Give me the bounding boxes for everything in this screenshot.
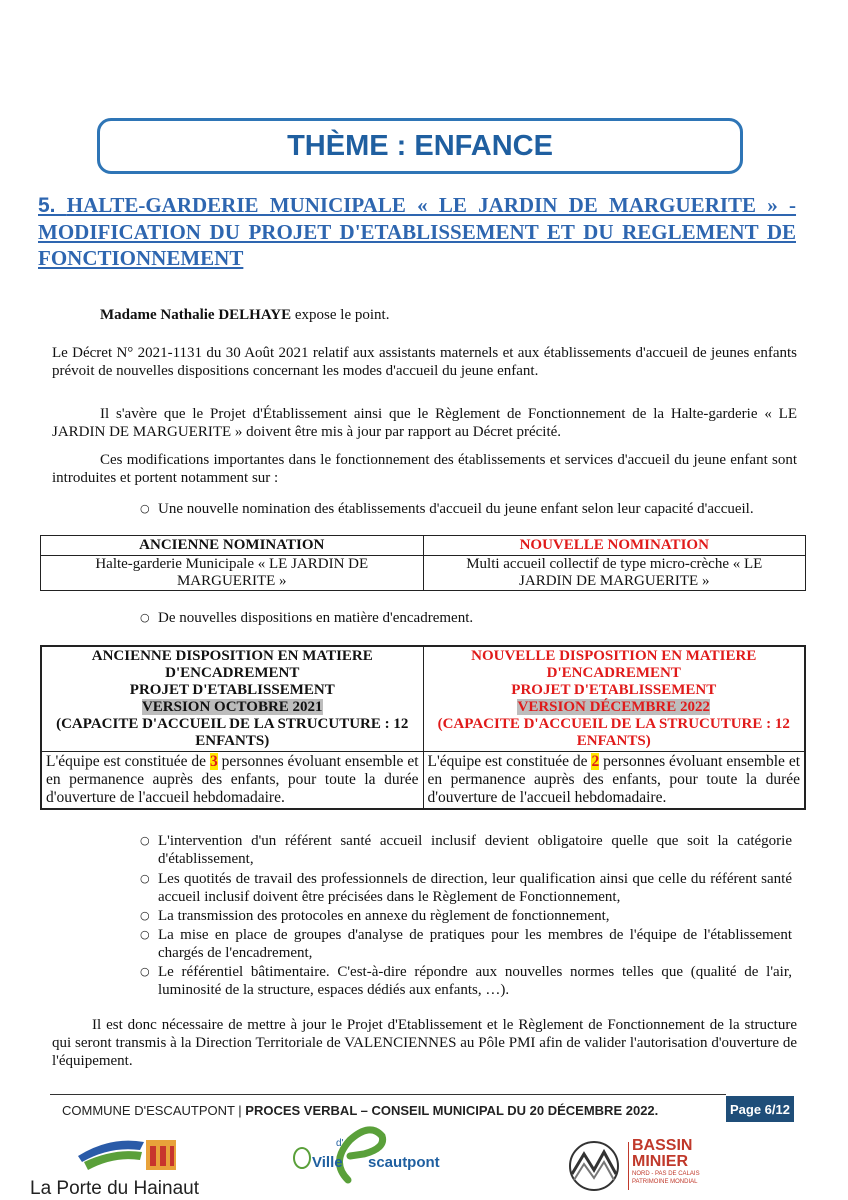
theme-banner <box>97 118 743 174</box>
encadrement-table <box>40 645 806 810</box>
table-cell-new-disposition <box>423 752 805 810</box>
escautpont-ville: Ville <box>312 1154 343 1171</box>
patrimoine-label: PATRIMOINE MONDIAL <box>632 1179 698 1185</box>
cell-text: L'équipe est constituée de <box>427 753 592 770</box>
speaker-name: Madame Nathalie DELHAYE <box>100 307 292 323</box>
table-cell-old-disposition <box>41 752 423 810</box>
bullet-circle-icon: ○ <box>140 611 150 624</box>
paragraph-modifications: Ces modifications importantes dans le fonctionnement des établissements et services d'accueil du jeune enfant sont introduites et portent notamment sur : <box>52 452 797 486</box>
bullet-referent <box>140 832 792 868</box>
bullet-circle-icon: ○ <box>140 872 150 885</box>
bullet-circle-icon: ○ <box>140 928 150 941</box>
minier-label: MINIER <box>632 1153 688 1170</box>
porte-hainaut-emblem-icon <box>70 1132 180 1176</box>
staff-count: 2 <box>591 753 600 770</box>
header-line: PROJET D'ETABLISSEMENT <box>129 682 335 698</box>
escautpont-name: scautpont <box>368 1154 440 1171</box>
bullet-text: Le référentiel bâtimentaire. C'est-à-dire répondre aux nouvelles normes telles que (qualité de l'air, luminosité de la structure, espaces dédiés aux enfants, …). <box>158 964 792 998</box>
bullet-circle-icon: ○ <box>140 909 150 922</box>
cell-text: personnes évoluant ensemble et en permanence auprès des enfants, pour toute la durée d'ouverture de l'accueil hebdomadaire. <box>427 753 800 806</box>
bullet-analyse <box>140 926 792 962</box>
footer-text <box>62 1103 658 1118</box>
staff-count: 3 <box>209 753 218 770</box>
porte-hainaut-name: La Porte du Hainaut <box>30 1178 200 1199</box>
bullet-circle-icon: ○ <box>140 502 150 515</box>
bullet-circle-icon: ○ <box>140 834 150 847</box>
table-header-new: NOUVELLE NOMINATION <box>423 536 806 556</box>
bullet-circle-icon: ○ <box>140 965 150 978</box>
bullet-text: La transmission des protocoles en annexe du règlement de fonctionnement, <box>158 908 610 924</box>
table-header-old: ANCIENNE NOMINATION <box>41 536 424 556</box>
footer-divider <box>50 1094 726 1095</box>
table-cell-old: Halte-garderie Municipale « LE JARDIN DE MARGUERITE » <box>41 556 424 591</box>
footer-commune: COMMUNE D'ESCAUTPONT | <box>62 1103 246 1118</box>
version-badge: VERSION DÉCEMBRE 2022 <box>517 699 711 715</box>
paragraph-conclusion: Il est donc nécessaire de mettre à jour le Projet d'Etablissement et le Règlement de Fonctionnement de la structure qui seront transmis à la Direction Territoriale de VALENCIENNES au Pôle PMI afin de valider l'autorisation d'ouverture de l'équipement. <box>52 1017 797 1069</box>
bullet-text: Une nouvelle nomination des établissements d'accueil du jeune enfant selon leur capacité d'accueil. <box>158 501 754 517</box>
escautpont-apostrophe: d' <box>336 1138 344 1149</box>
table-row <box>41 646 805 752</box>
paragraph-decree: Le Décret N° 2021-1131 du 30 Août 2021 relatif aux assistants maternels et aux établissements d'accueil de jeunes enfants prévoit de nouvelles dispositions concernant les modes d'accueil du jeune enfant. <box>52 345 797 379</box>
header-line: (CAPACITE D'ACCUEIL DE LA STRUCUTURE : 12 ENFANTS) <box>437 716 790 749</box>
section-title-text: HALTE-GARDERIE MUNICIPALE « LE JARDIN DE MARGUERITE » - MODIFICATION DU PROJET D'ETABLISSEMENT ET DU REGLEMENT DE FONCTIONNEMENT <box>38 193 797 270</box>
bullet-text: La mise en place de groupes d'analyse de pratiques pour les membres de l'équipe de l'établissement chargés de l'encadrement, <box>158 927 792 961</box>
header-line: (CAPACITE D'ACCUEIL DE LA STRUCUTURE : 12 ENFANTS) <box>56 716 409 749</box>
paragraph-update: Il s'avère que le Projet d'Établissement ainsi que le Règlement de Fonctionnement de la Halte-garderie « LE JARDIN DE MARGUERITE » doivent être mis à jour par rapport au Décret précité. <box>52 406 797 440</box>
table-header-old-disposition <box>41 646 423 752</box>
section-number: 5. <box>38 194 56 217</box>
porte-hainaut-logo <box>30 1132 210 1200</box>
header-line: NOUVELLE DISPOSITION EN MATIERE D'ENCADREMENT <box>471 648 757 681</box>
escautpont-logo <box>290 1122 450 1200</box>
cell-text: L'équipe est constituée de <box>46 753 210 770</box>
table-row <box>41 752 805 810</box>
table-header-new-disposition <box>423 646 805 752</box>
region-label: NORD - PAS DE CALAIS <box>632 1171 700 1177</box>
header-line: ANCIENNE DISPOSITION EN MATIERE D'ENCADREMENT <box>91 648 373 681</box>
section-title <box>38 192 796 271</box>
bullet-text: De nouvelles dispositions en matière d'encadrement. <box>158 610 474 626</box>
bassin-minier-emblem-icon <box>566 1140 622 1192</box>
speaker-rest: expose le point. <box>291 307 390 323</box>
speaker-line <box>100 306 800 324</box>
bullet-text: Les quotités de travail des professionnels de direction, leur qualification ainsi que celle du référent santé accueil inclusif doivent être précisées dans le Règlement de Fonctionnement, <box>158 871 792 905</box>
bassin-minier-divider <box>628 1142 629 1190</box>
nomination-table <box>40 535 806 591</box>
version-badge: VERSION OCTOBRE 2021 <box>141 699 323 715</box>
bullet-quotites <box>140 870 792 906</box>
table-cell-new: Multi accueil collectif de type micro-crèche « LE JARDIN DE MARGUERITE » <box>423 556 806 591</box>
bullet-referentiel <box>140 963 792 999</box>
bassin-label: BASSIN <box>632 1137 693 1154</box>
header-line: PROJET D'ETABLISSEMENT <box>511 682 717 698</box>
table-row <box>41 536 806 556</box>
table-row <box>41 556 806 591</box>
cell-text: personnes évoluant ensemble et en permanence auprès des enfants, pour toute la durée d'ouverture de l'accueil hebdomadaire. <box>46 753 419 806</box>
bassin-minier-logo <box>566 1138 716 1194</box>
theme-title: THÈME : ENFANCE <box>287 129 553 162</box>
page-number-badge: Page 6/12 <box>726 1096 794 1122</box>
footer-pv: PROCES VERBAL – CONSEIL MUNICIPAL DU 20 DÉCEMBRE 2022. <box>245 1103 659 1118</box>
bullet-text: L'intervention d'un référent santé accueil inclusif devient obligatoire quelle que soit la catégorie d'établissement, <box>158 833 792 867</box>
